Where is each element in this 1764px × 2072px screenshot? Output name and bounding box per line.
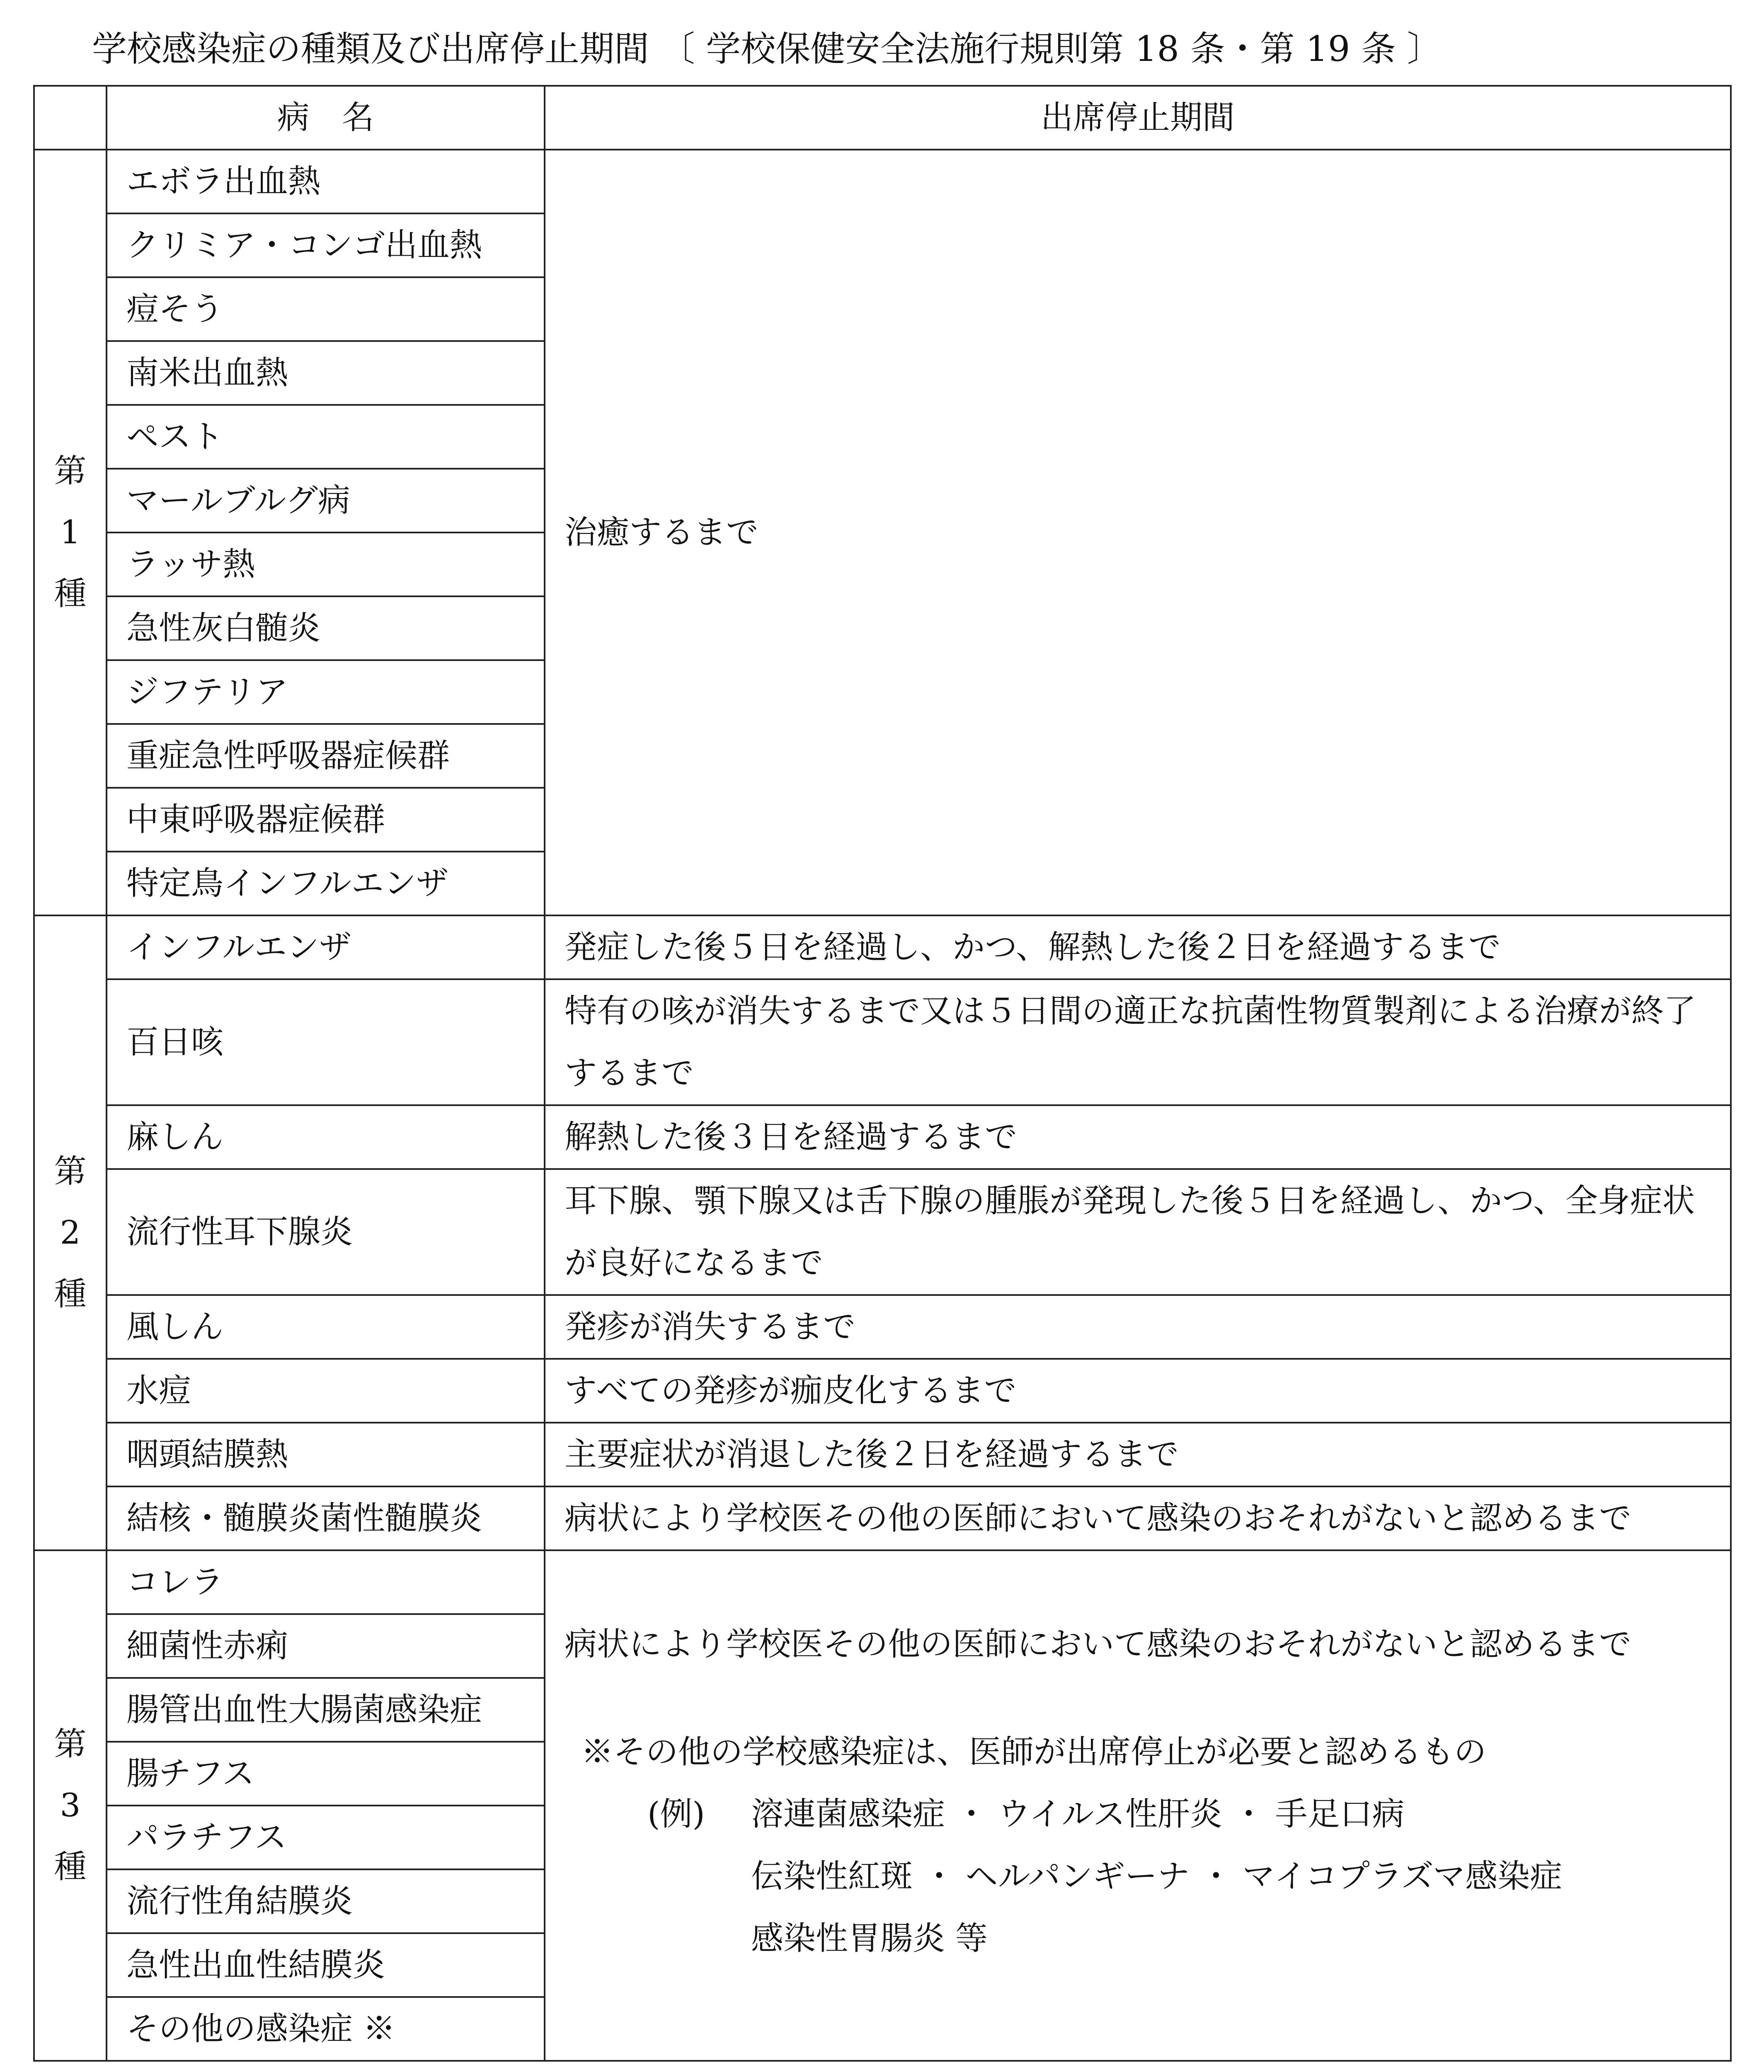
disease-name: 麻しん [107, 1105, 545, 1169]
disease-name: 急性出血性結膜炎 [107, 1933, 545, 1997]
table-row [34, 1295, 1731, 1359]
infection-table [33, 85, 1732, 2062]
disease-name: 結核・髄膜炎菌性髄膜炎 [107, 1486, 545, 1550]
disease-period: 主要症状が消退した後２日を経過するまで [545, 1423, 1731, 1486]
disease-period: 発症した後５日を経過し、かつ、解熱した後２日を経過するまで [545, 915, 1731, 979]
disease-name: エボラ出血熱 [107, 150, 545, 213]
disease-name: その他の感染症 ※ [107, 1997, 545, 2061]
example-line: 感染性胃腸炎 等 [751, 1920, 988, 1957]
disease-name: ラッサ熱 [107, 533, 545, 596]
example-line: 溶連菌感染症 ・ ウイルス性肝炎 ・ 手足口病 [751, 1796, 1405, 1833]
table-row [34, 979, 1731, 1105]
disease-period: 発疹が消失するまで [545, 1295, 1731, 1359]
disease-name: 腸チフス [107, 1742, 545, 1806]
header-period: 出席停止期間 [545, 86, 1731, 150]
disease-name: 流行性耳下腺炎 [107, 1169, 545, 1295]
disease-name: 腸管出血性大腸菌感染症 [107, 1678, 545, 1742]
table-row [34, 1169, 1731, 1295]
disease-name: クリミア・コンゴ出血熱 [107, 213, 545, 277]
disease-name: ペスト [107, 405, 545, 469]
disease-period: 特有の咳が消失するまで又は５日間の適正な抗菌性物質製剤による治療が終了するまで [545, 979, 1731, 1105]
disease-name: 重症急性呼吸器症候群 [107, 724, 545, 788]
table-row [34, 1550, 1731, 1614]
disease-name: 百日咳 [107, 979, 545, 1105]
disease-name: パラチフス [107, 1806, 545, 1869]
table-row [34, 915, 1731, 979]
disease-name: 風しん [107, 1295, 545, 1359]
disease-name: 水痘 [107, 1359, 545, 1423]
header-row [34, 86, 1731, 150]
table-row [34, 1423, 1731, 1486]
disease-name: 細菌性赤痢 [107, 1614, 545, 1678]
page-title: 学校感染症の種類及び出席停止期間 〔 学校保健安全法施行規則第 18 条・第 19 条 〕 [92, 29, 1442, 69]
disease-name: 痘そう [107, 277, 545, 341]
disease-period: 耳下腺、顎下腺又は舌下腺の腫脹が発現した後５日を経過し、かつ、全身症状が良好になるまで [545, 1169, 1731, 1295]
category-3-label: 第 3 種 [34, 1550, 107, 2061]
disease-name: 急性灰白髄炎 [107, 596, 545, 660]
example-label: (例) [647, 1796, 705, 1833]
table-row [34, 1359, 1731, 1423]
disease-name: マールブルグ病 [107, 469, 545, 533]
category-2-label: 第 2 種 [34, 915, 107, 1550]
table-row [34, 1105, 1731, 1169]
other-infections-note: ※その他の学校感染症は、医師が出席停止が必要と認めるもの [581, 1733, 1487, 1771]
disease-period: 病状により学校医その他の医師において感染のおそれがないと認めるまで [545, 1486, 1731, 1550]
disease-period: 解熱した後３日を経過するまで [545, 1105, 1731, 1169]
table-row [34, 1486, 1731, 1550]
header-blank-cell [34, 86, 107, 150]
category-3-period: 病状により学校医その他の医師において感染のおそれがないと認めるまで [565, 1626, 1632, 1663]
category-1-label: 第 1 種 [34, 150, 107, 915]
disease-name: インフルエンザ [107, 915, 545, 979]
category-1-period: 治癒するまで [545, 150, 1731, 915]
category-3-period-cell [545, 1550, 1731, 2061]
disease-name: コレラ [107, 1550, 545, 1614]
table-row [34, 150, 1731, 213]
disease-name: 中東呼吸器症候群 [107, 788, 545, 852]
other-infections-note-block [565, 1721, 1718, 1970]
example-line: 伝染性紅斑 ・ ヘルパンギーナ ・ マイコプラズマ感染症 [751, 1858, 1563, 1895]
disease-name: 咽頭結膜熱 [107, 1423, 545, 1486]
disease-name: 南米出血熱 [107, 341, 545, 405]
header-name: 病 名 [107, 86, 545, 150]
disease-name: 流行性角結膜炎 [107, 1869, 545, 1933]
disease-name: ジフテリア [107, 660, 545, 724]
disease-period: すべての発疹が痂皮化するまで [545, 1359, 1731, 1423]
disease-name: 特定鳥インフルエンザ [107, 852, 545, 915]
